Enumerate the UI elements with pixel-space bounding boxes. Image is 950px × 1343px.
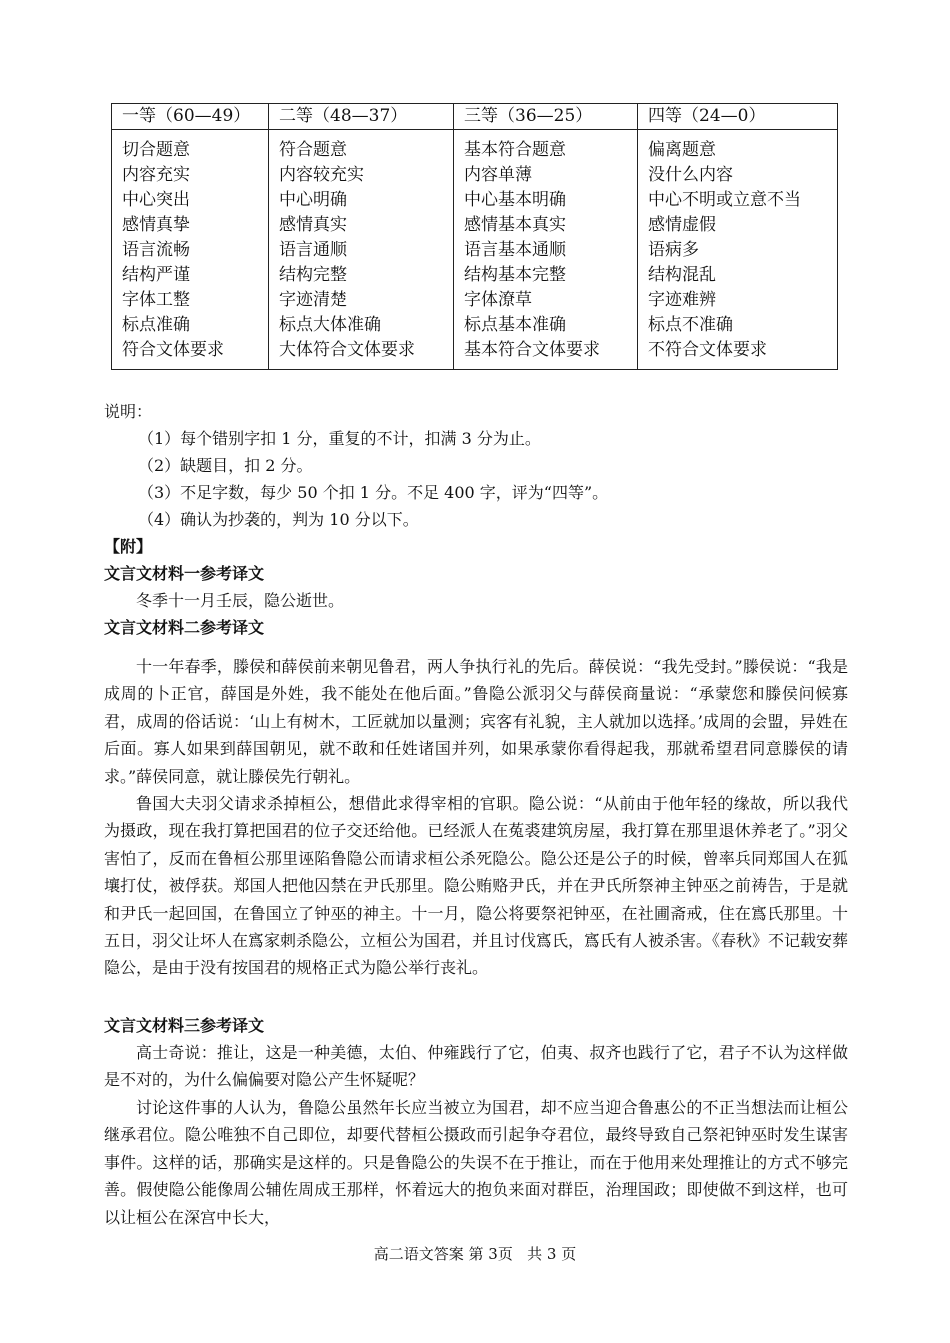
- footer-total-pages: 共 3 页: [527, 1245, 577, 1263]
- section-1-title: 文言文材料一参考译文: [104, 564, 265, 583]
- grade-1-criteria: [112, 130, 269, 370]
- criterion: 中心基本明确: [464, 190, 566, 210]
- criterion: 感情虚假: [648, 215, 716, 235]
- criterion: 字体工整: [122, 290, 190, 310]
- criterion: 语言流畅: [122, 240, 190, 260]
- criterion: 标点不准确: [648, 315, 733, 335]
- criterion: 中心不明或立意不当: [648, 190, 801, 210]
- criterion: 感情基本真实: [464, 215, 566, 235]
- appendix-label: 【附】: [104, 537, 153, 556]
- section-3-paragraph: 高士奇说：推让，这是一种美德，太伯、仲雍践行了它，伯夷、叔齐也践行了它，君子不认为这样做是不对的，为什么偏偏要对隐公产生怀疑呢？: [104, 1043, 848, 1090]
- criterion: 基本符合题意: [464, 140, 566, 160]
- grading-table: [111, 103, 838, 370]
- section-1-text: 冬季十一月壬辰，隐公逝世。: [136, 591, 345, 610]
- criterion: 语言通顺: [279, 240, 347, 260]
- criterion: 结构基本完整: [464, 265, 566, 285]
- note-item: （1）每个错别字扣 1 分，重复的不计，扣满 3 分为止。: [138, 429, 541, 448]
- criterion: 语言基本通顺: [464, 240, 566, 260]
- criterion: 中心明确: [279, 190, 347, 210]
- grading-table-header-row: [112, 104, 838, 130]
- criterion: 字迹清楚: [279, 290, 347, 310]
- criterion: 标点大体准确: [279, 315, 381, 335]
- criterion: 结构严谨: [122, 265, 190, 285]
- section-2-paragraph: 十一年春季，滕侯和薛侯前来朝见鲁君，两人争执行礼的先后。薛侯说：“我先受封。”滕侯说：“我是成周的卜正官，薛国是外姓，我不能处在他后面。”鲁隐公派羽父与薛侯商量说：“承蒙您和滕侯问候寡君，成周的俗话说：‘山上有树木，工匠就加以量测；宾客有礼貌，主人就加以选择。’成周的会盟，异姓在后面。寡人如果到薛国朝见，就不敢和任姓诸国并列，如果承蒙你看得起我，那就希望君同意滕侯的请求。”薛侯同意，就让滕侯先行朝礼。: [104, 657, 848, 786]
- grade-3-criteria: [454, 130, 638, 370]
- grade-3-header: 三等（36—25）: [454, 104, 638, 130]
- criterion: 基本符合文体要求: [464, 340, 600, 360]
- grade-4-criteria: [638, 130, 838, 370]
- section-3-title: 文言文材料三参考译文: [104, 1016, 265, 1035]
- criterion: 没什么内容: [648, 165, 733, 185]
- criterion: 内容较充实: [279, 165, 364, 185]
- section-2-paragraph: 鲁国大夫羽父请求杀掉桓公，想借此求得宰相的官职。隐公说：“从前由于他年轻的缘故，所以我代为摄政，现在我打算把国君的位子交还给他。已经派人在菟裘建筑房屋，我打算在那里退休养老了。”羽父害怕了，反而在鲁桓公那里诬陷鲁隐公而请求桓公杀死隐公。隐公还是公子的时候，曾率兵同郑国人在狐壤打仗，被俘获。郑国人把他囚禁在尹氏那里。隐公贿赂尹氏，并在尹氏所祭神主钟巫之前祷告，于是就和尹氏一起回国，在鲁国立了钟巫的神主。十一月，隐公将要祭祀钟巫，在社圃斋戒，住在寪氏那里。十五日，羽父让坏人在寪家刺杀隐公，立桓公为国君，并且讨伐寪氏，寪氏有人被杀害。《春秋》不记载安葬隐公，是由于没有按国君的规格正式为隐公举行丧礼。: [104, 794, 849, 978]
- criterion: 内容充实: [122, 165, 190, 185]
- section-3: [104, 1012, 848, 1231]
- criterion: 标点基本准确: [464, 315, 566, 335]
- grade-1-header: 一等（60—49）: [112, 104, 269, 130]
- criterion: 不符合文体要求: [648, 340, 767, 360]
- note-item: （4）确认为抄袭的，判为 10 分以下。: [138, 510, 419, 529]
- criterion: 字迹难辨: [648, 290, 716, 310]
- criterion: 标点准确: [122, 315, 190, 335]
- notes-title: 说明：: [104, 402, 153, 421]
- footer-label: 高二语文答案: [373, 1245, 464, 1263]
- criterion: 内容单薄: [464, 165, 532, 185]
- section-2-body: [104, 653, 848, 1009]
- section-3-paragraph: 讨论这件事的人认为，鲁隐公虽然年长应当被立为国君，却不应当迎合鲁惠公的不正当想法而让桓公继承君位。隐公唯独不自己即位，却要代替桓公摄政而引起争夺君位，最终导致自己祭祀钟巫时发生谋害事件。这样的话，那确实是这样的。只是鲁隐公的失误不在于推让，而在于他用来处理推让的方式不够完善。假使隐公能像周公辅佐周成王那样，怀着远大的抱负来面对群臣，治理国政；即使做不到这样，也可以让桓公在深宫中长大，: [104, 1098, 848, 1227]
- grade-2-criteria: [269, 130, 454, 370]
- note-item: （2）缺题目，扣 2 分。: [138, 456, 313, 475]
- grade-4-header: 四等（24—0）: [638, 104, 838, 130]
- criterion: 字体潦草: [464, 290, 532, 310]
- criterion: 大体符合文体要求: [279, 340, 415, 360]
- page-footer: [0, 1243, 950, 1264]
- criterion: 切合题意: [122, 140, 190, 160]
- footer-page-number: 第 3页: [468, 1245, 513, 1263]
- criterion: 符合题意: [279, 140, 347, 160]
- section-2-title: 文言文材料二参考译文: [104, 618, 265, 637]
- grade-2-header: 二等（48—37）: [269, 104, 454, 130]
- criterion: 结构完整: [279, 265, 347, 285]
- criterion: 中心突出: [122, 190, 190, 210]
- notes-section: [104, 398, 848, 641]
- criterion: 符合文体要求: [122, 340, 224, 360]
- grading-table-criteria-row: [112, 130, 838, 370]
- criterion: 感情真挚: [122, 215, 190, 235]
- criterion: 感情真实: [279, 215, 347, 235]
- criterion: 结构混乱: [648, 265, 716, 285]
- note-item: （3）不足字数，每少 50 个扣 1 分。不足 400 字，评为“四等”。: [138, 483, 609, 502]
- criterion: 偏离题意: [648, 140, 716, 160]
- criterion: 语病多: [648, 240, 699, 260]
